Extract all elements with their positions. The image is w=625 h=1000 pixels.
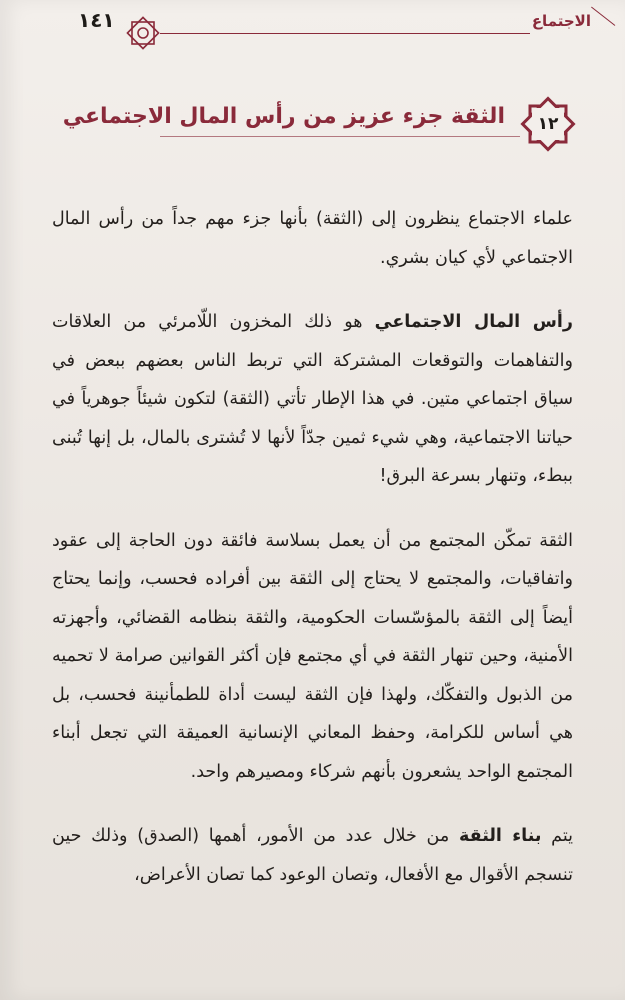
page-header	[0, 0, 625, 60]
paragraph-4-text-b: من خلال عدد من الأمور، أهمها (الصدق) وذلك حين تنسجم الأقوال مع الأفعال، وتصان الوعود كما تصان الأعراض،	[52, 826, 573, 885]
running-title: الاجتماع	[531, 12, 591, 30]
header-rule	[160, 33, 530, 34]
paragraph-4-text-a: يتم	[541, 826, 573, 846]
paragraph-2	[52, 303, 573, 496]
section-number: ١٢	[537, 114, 559, 134]
paragraph-1-text: علماء الاجتماع ينظرون إلى (الثقة) بأنها جزء مهم جداً من رأس المال الاجتماعي لأي كيان بشري.	[52, 209, 573, 268]
paragraph-1	[52, 200, 573, 277]
eight-point-star-icon	[122, 12, 164, 54]
section-heading	[62, 92, 580, 162]
paragraph-2-lead: رأس المال الاجتماعي	[374, 312, 573, 332]
paragraph-3-text: الثقة تمكّن المجتمع من أن يعمل بسلاسة فائقة دون الحاجة إلى عقود واتفاقيات، والمجتمع لا يحتاج إلى الثقة بين أفراده فحسب، وإنما يحتاج أيضاً إلى الثقة بالمؤسّسات الحكومية، والثقة بنظامه القضائي، وأجهزته الأمنية، وحين تنهار الثقة في أي مجتمع فإن أكثر القوانين صرامة لا تحميه من الذبول والتفكّك، ولهذا فإن الثقة ليست أداة للطمأنينة فحسب، بل هي أساس للكرامة، وحفظ المعاني الإنسانية العميقة التي تجعل أبناء المجتمع الواحد يشعرون بأنهم شركاء ومصيرهم واحد.	[52, 530, 573, 782]
body-text	[52, 200, 573, 920]
paragraph-3	[52, 522, 573, 792]
header-rule-tail	[591, 7, 615, 26]
heading-rule	[160, 136, 520, 137]
section-title: الثقة جزء عزيز من رأس المال الاجتماعي	[62, 104, 505, 129]
paragraph-4	[52, 817, 573, 894]
paragraph-4-lead: بناء الثقة	[459, 826, 542, 846]
paragraph-2-text: هو ذلك المخزون اللّامرئي من العلاقات والتفاهمات والتوقعات المشتركة التي تربط الناس بعضهم ببعض في سياق اجتماعي متين. في هذا الإطار تأتي (الثقة) لتكون شيئاً جوهرياً في حياتنا الاجتماعية، وهي شيء ثمين جدّاً لأنها لا تُشترى بالمال، بل إنها تُبنى ببطء، وتنهار بسرعة البرق!	[52, 312, 573, 486]
page-number: ١٤١	[78, 8, 115, 32]
